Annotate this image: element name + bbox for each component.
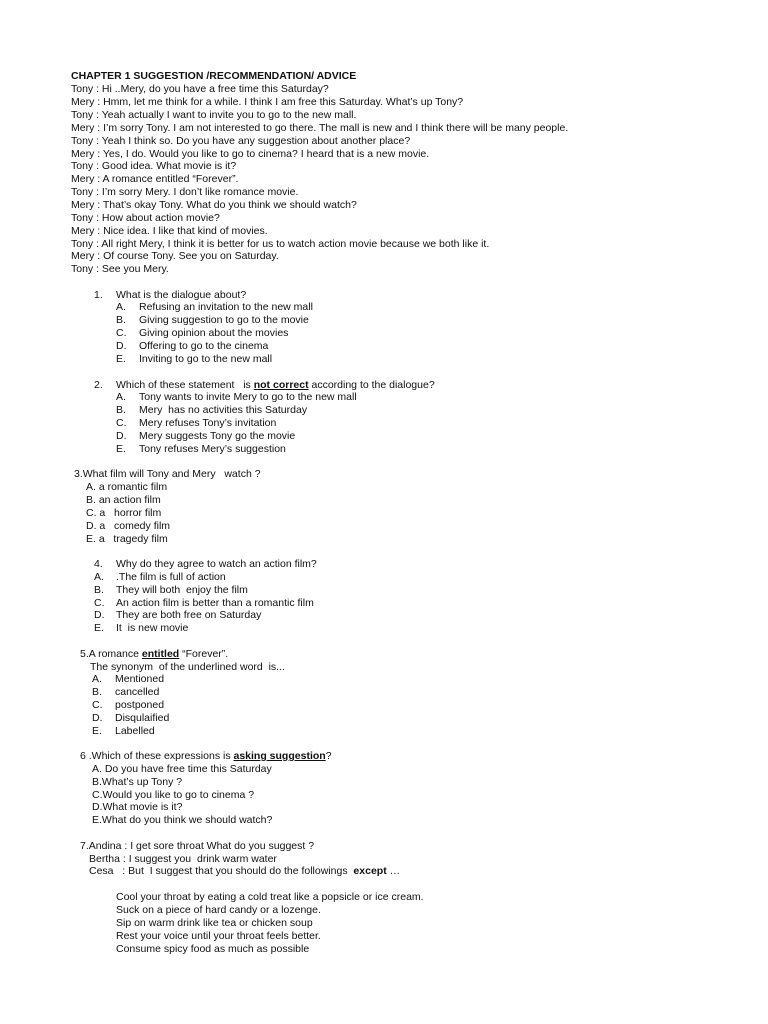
option-letter: D. [116, 430, 127, 442]
question-text-end: ? [325, 750, 332, 762]
option-text: .The film is full of action [116, 571, 226, 583]
dialogue-line: Mery : That’s okay Tony. What do you think we should watch? [71, 199, 357, 211]
option-text: C. a horror film [86, 507, 162, 519]
option-text: D. a comedy film [86, 520, 171, 532]
option-text: E. a tragedy film [86, 533, 168, 545]
option-text: Mery suggests Tony go the movie [139, 430, 296, 442]
question-text-start: 6 .Which of these expressions is [80, 750, 234, 762]
option-text: Suck on a piece of hard candy or a lozenge. [116, 904, 321, 916]
question-text-end: according to the dialogue? [308, 379, 435, 391]
emphasis-not-correct: not correct [253, 379, 309, 391]
option-text: It is new movie [116, 622, 189, 634]
emphasis-except: except [353, 865, 387, 877]
option-letter: C. [92, 699, 103, 711]
option-text: Inviting to go to the new mall [139, 353, 273, 365]
option-text: Disqulaified [115, 712, 170, 724]
dialogue-line: Tony : I’m sorry Mery. I don’t like romance movie. [71, 186, 299, 198]
option-letter: C. [116, 327, 127, 339]
question-text: 3.What film will Tony and Mery watch ? [74, 468, 261, 480]
option-text: Mentioned [115, 673, 165, 685]
option-text: Tony refuses Mery’s suggestion [139, 443, 286, 455]
question-text [80, 750, 332, 763]
dialogue-line: Mery : Yes, I do. Would you like to go to cinema? I heard that is a new movie. [71, 148, 430, 160]
option-letter: A. [116, 301, 126, 313]
option-letter: B. [92, 686, 102, 698]
option-text: They will both enjoy the film [116, 584, 248, 596]
option-text: Giving opinion about the movies [139, 327, 289, 339]
dialogue-line: Tony : Hi ..Mery, do you have a free time this Saturday? [71, 83, 329, 95]
option-text: Mery has no activities this Saturday [139, 404, 308, 416]
option-text: Tony wants to invite Mery to go to the new mall [139, 391, 357, 403]
option-text: C.Would you like to go to cinema ? [92, 789, 255, 801]
option-text: B.What’s up Tony ? [92, 776, 183, 788]
option-text: D.What movie is it? [92, 801, 183, 813]
option-text: Rest your voice until your throat feels better. [116, 930, 321, 942]
question-text [80, 648, 228, 661]
question-text: Why do they agree to watch an action film? [116, 558, 317, 570]
dialogue-line: Tony : All right Mery, I think it is better for us to watch action movie because we both like it. [71, 238, 490, 250]
option-text: Offering to go to the cinema [139, 340, 269, 352]
option-text: cancelled [115, 686, 160, 698]
option-letter: B. [94, 584, 104, 596]
dialogue-line: Tony : Yeah actually I want to invite you to go to the new mall. [71, 109, 357, 121]
option-letter: E. [116, 353, 126, 365]
option-text: A. a romantic film [86, 481, 168, 493]
question-subline: Bertha : I suggest you drink warm water [89, 853, 277, 865]
option-letter: A. [92, 673, 102, 685]
option-letter: B. [116, 314, 126, 326]
dialogue-line: Mery : Nice idea. I like that kind of movies. [71, 225, 268, 237]
question-text-start: Cesa : But I suggest that you should do the followings [89, 865, 354, 877]
question-text-end: … [386, 865, 401, 877]
question-text-start: 5.A romance [80, 648, 142, 660]
option-text: E.What do you think we should watch? [92, 814, 273, 826]
dialogue-line: Tony : Yeah I think so. Do you have any suggestion about another place? [71, 135, 411, 147]
option-letter: C. [94, 597, 105, 609]
dialogue-line: Tony : Good idea. What movie is it? [71, 160, 237, 172]
option-letter: C. [116, 417, 127, 429]
dialogue-line: Mery : Of course Tony. See you on Saturday. [71, 250, 279, 262]
dialogue-line: Tony : How about action movie? [71, 212, 220, 224]
option-text: Refusing an invitation to the new mall [139, 301, 313, 313]
question-text-end: “Forever”. [179, 648, 229, 660]
option-text: Cool your throat by eating a cold treat like a popsicle or ice cream. [116, 891, 424, 903]
option-text: They are both free on Saturday [116, 609, 262, 621]
option-letter: E. [92, 725, 102, 737]
question-text-start: Which of these statement is [116, 379, 254, 391]
option-text: Consume spicy food as much as possible [116, 943, 310, 955]
option-letter: A. [94, 571, 104, 583]
dialogue-line: Mery : A romance entitled “Forever”. [71, 173, 239, 185]
emphasis-entitled: entitled [141, 648, 180, 660]
option-text: Mery refuses Tony’s invitation [139, 417, 277, 429]
question-text: 7.Andina : I get sore throat What do you suggest ? [80, 840, 315, 852]
emphasis-asking-suggestion: asking suggestion [233, 750, 326, 762]
question-number: 2. [94, 379, 103, 391]
question-subline [89, 865, 400, 878]
dialogue-line: Mery : Hmm, let me think for a while. I think I am free this Saturday. What’s up Tony? [71, 96, 464, 108]
dialogue-line: Tony : See you Mery. [71, 263, 169, 275]
question-number: 4. [94, 558, 103, 570]
option-letter: E. [116, 443, 126, 455]
option-text: Sip on warm drink like tea or chicken soup [116, 917, 313, 929]
question-text [116, 379, 435, 392]
option-letter: D. [94, 609, 105, 621]
chapter-title: CHAPTER 1 SUGGESTION /RECOMMENDATION/ ADVICE [71, 70, 357, 82]
option-text: Giving suggestion to go to the movie [139, 314, 309, 326]
option-text: An action film is better than a romantic film [116, 597, 314, 609]
dialogue-line: Mery : I’m sorry Tony. I am not interested to go there. The mall is new and I think there will be many people. [71, 122, 569, 134]
option-text: Labelled [115, 725, 155, 737]
option-letter: D. [116, 340, 127, 352]
option-letter: A. [116, 391, 126, 403]
question-subline: The synonym of the underlined word is... [90, 661, 285, 673]
option-text: A. Do you have free time this Saturday [92, 763, 272, 775]
option-text: B. an action film [86, 494, 161, 506]
question-number: 1. [94, 289, 103, 301]
question-text: What is the dialogue about? [116, 289, 247, 301]
option-letter: B. [116, 404, 126, 416]
option-letter: E. [94, 622, 104, 634]
option-letter: D. [92, 712, 103, 724]
option-text: postponed [115, 699, 165, 711]
